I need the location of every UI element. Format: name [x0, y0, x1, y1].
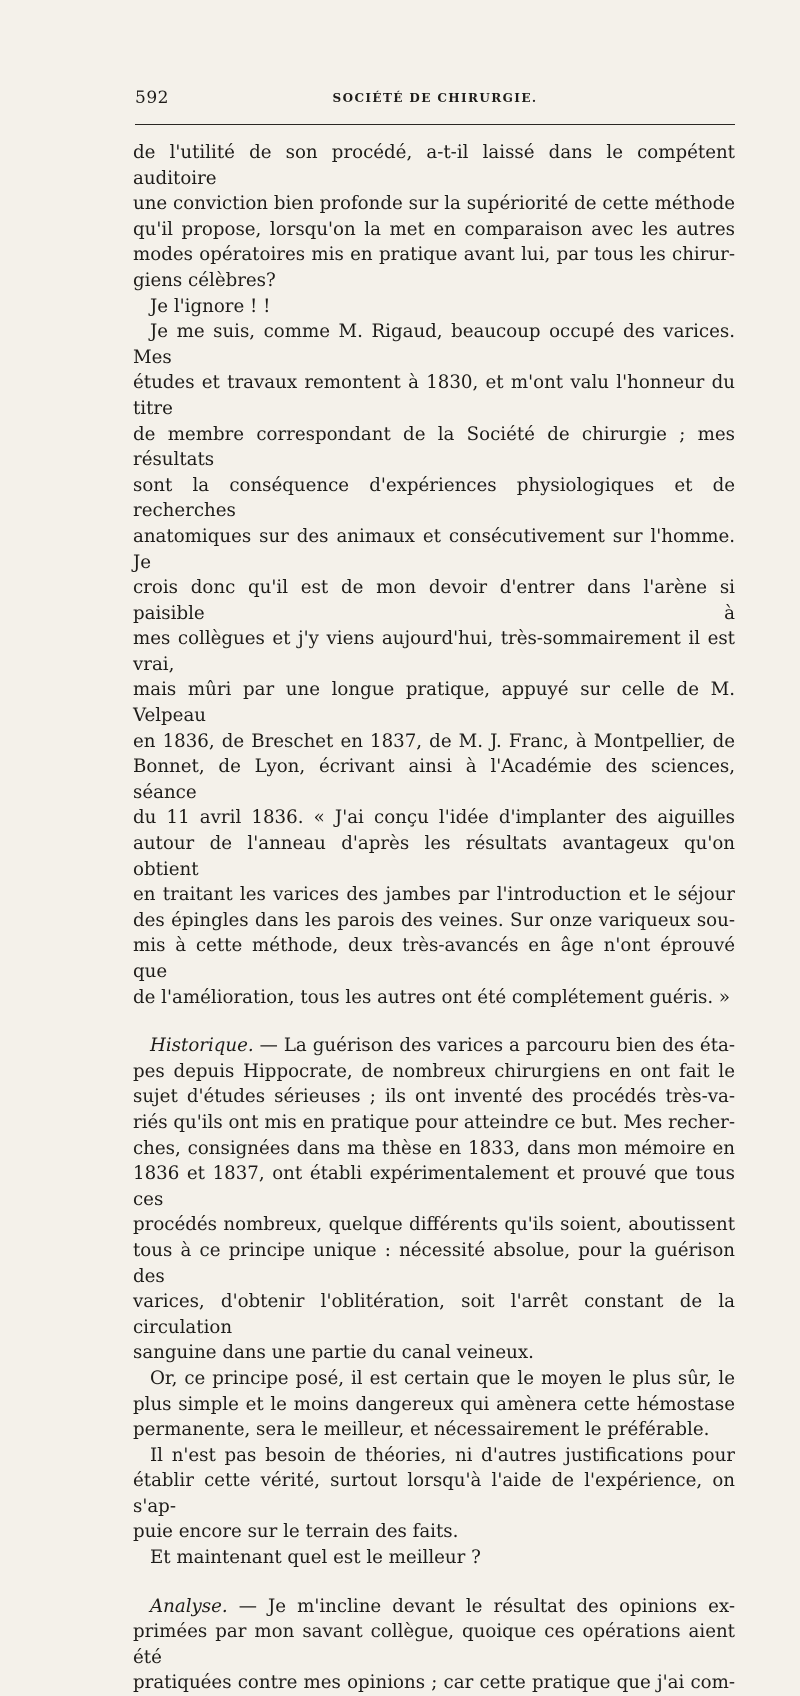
paragraph-gap	[133, 1571, 735, 1594]
text-line	[133, 1594, 735, 1620]
text-line: Il n'est pas besoin de théories, ni d'autres justifications pour	[150, 1444, 735, 1466]
text-line: riés qu'ils ont mis en pratique pour atteindre ce but. Mes recher-	[133, 1111, 735, 1133]
text-line: Bonnet, de Lyon, écrivant ainsi à l'Académie des sciences, séance	[133, 756, 735, 803]
text-line: sont la conséquence d'expériences physiologiques et de recherches	[133, 474, 735, 522]
text-run: — Je m'incline devant le résultat des opinions ex-	[227, 1595, 735, 1617]
text-line: en 1836, de Breschet en 1837, de M. J. Franc, à Montpellier, de	[133, 730, 735, 752]
text-line: ches, consignées dans ma thèse en 1833, dans mon mémoire en	[133, 1137, 735, 1159]
text-line: pes depuis Hippocrate, de nombreux chirurgiens en ont fait le	[133, 1060, 735, 1082]
text-line: du 11 avril 1836. « J'ai conçu l'idée d'implanter des aiguilles	[133, 807, 735, 829]
body-text	[133, 140, 735, 1696]
text-line: de membre correspondant de la Société de chirurgie ; mes résultats	[133, 423, 735, 471]
text-line: une conviction bien profonde sur la supériorité de cette méthode	[133, 193, 735, 215]
text-line: mes collègues et j'y viens aujourd'hui, très-sommairement il est vrai,	[133, 628, 735, 675]
text-line	[133, 1033, 735, 1059]
text-line: sanguine dans une partie du canal veineux.	[133, 1342, 534, 1364]
header-rule	[135, 124, 735, 125]
text-line: Je me suis, comme M. Rigaud, beaucoup occupé des varices. Mes	[133, 321, 735, 368]
text-line: permanente, sera le meilleur, et nécessairement le préférable.	[133, 1419, 710, 1441]
section-heading-historique: Historique.	[150, 1035, 254, 1057]
text-line: en traitant les varices des jambes par l'introduction et le séjour	[133, 884, 735, 906]
page-number: 592	[135, 88, 169, 108]
text-line: mis à cette méthode, deux très-avancés en âge n'ont éprouvé que	[133, 935, 735, 982]
text-line: pratiquées contre mes opinions ; car cette pratique que j'ai com-	[133, 1672, 735, 1694]
text-line: des épingles dans les parois des veines. Sur onze variqueux sou-	[133, 909, 735, 931]
text-line: anatomiques sur des animaux et consécutivement sur l'homme. Je	[133, 525, 735, 573]
text-line: Or, ce principe posé, il est certain que le moyen le plus sûr, le	[150, 1367, 735, 1389]
text-line: crois donc qu'il est de mon devoir d'entrer dans l'arène si paisible à	[133, 577, 735, 624]
text-line: tous à ce principe unique : nécessité absolue, pour la guérison des	[133, 1239, 735, 1287]
text-line: procédés nombreux, quelque différents qu'ils soient, aboutissent	[133, 1214, 735, 1236]
running-head	[135, 88, 735, 114]
text-line: puie encore sur le terrain des faits.	[133, 1521, 459, 1543]
text-line: Je l'ignore ! !	[150, 295, 271, 317]
text-line: établir cette vérité, surtout lorsqu'à l'aide de l'expérience, on s'ap-	[133, 1470, 735, 1517]
text-line: sujet d'études sérieuses ; ils ont inventé des procédés très-va-	[133, 1086, 735, 1108]
text-line: varices, d'obtenir l'oblitération, soit l'arrêt constant de la circulation	[133, 1291, 735, 1338]
text-line: giens célèbres?	[133, 269, 276, 291]
text-line: 1836 et 1837, ont établi expérimentalement et prouvé que tous ces	[133, 1163, 735, 1210]
running-title: SOCIÉTÉ DE CHIRURGIE.	[332, 91, 538, 105]
text-line: plus simple et le moins dangereux qui amènera cette hémostase	[133, 1393, 735, 1415]
text-line: de l'amélioration, tous les autres ont été complétement guéris. »	[133, 986, 731, 1008]
text-line: primées par mon savant collègue, quoique ces opérations aient été	[133, 1621, 735, 1668]
text-line: modes opératoires mis en pratique avant lui, par tous les chirur-	[133, 244, 735, 266]
text-run: — La guérison des varices a parcouru bien des éta-	[253, 1035, 735, 1057]
text-line: études et travaux remontent à 1830, et m'ont valu l'honneur du titre	[133, 372, 735, 419]
text-line: mais mûri par une longue pratique, appuyé sur celle de M. Velpeau	[133, 679, 735, 727]
section-heading-analyse: Analyse.	[150, 1595, 228, 1617]
text-line: qu'il propose, lorsqu'on la met en comparaison avec les autres	[133, 218, 735, 240]
paragraph-gap	[133, 1010, 735, 1033]
text-line: Et maintenant quel est le meilleur ?	[150, 1547, 481, 1569]
text-line: autour de l'anneau d'après les résultats avantageux qu'on obtient	[133, 833, 735, 880]
text-line: de l'utilité de son procédé, a-t-il laissé dans le compétent auditoire	[133, 142, 735, 189]
